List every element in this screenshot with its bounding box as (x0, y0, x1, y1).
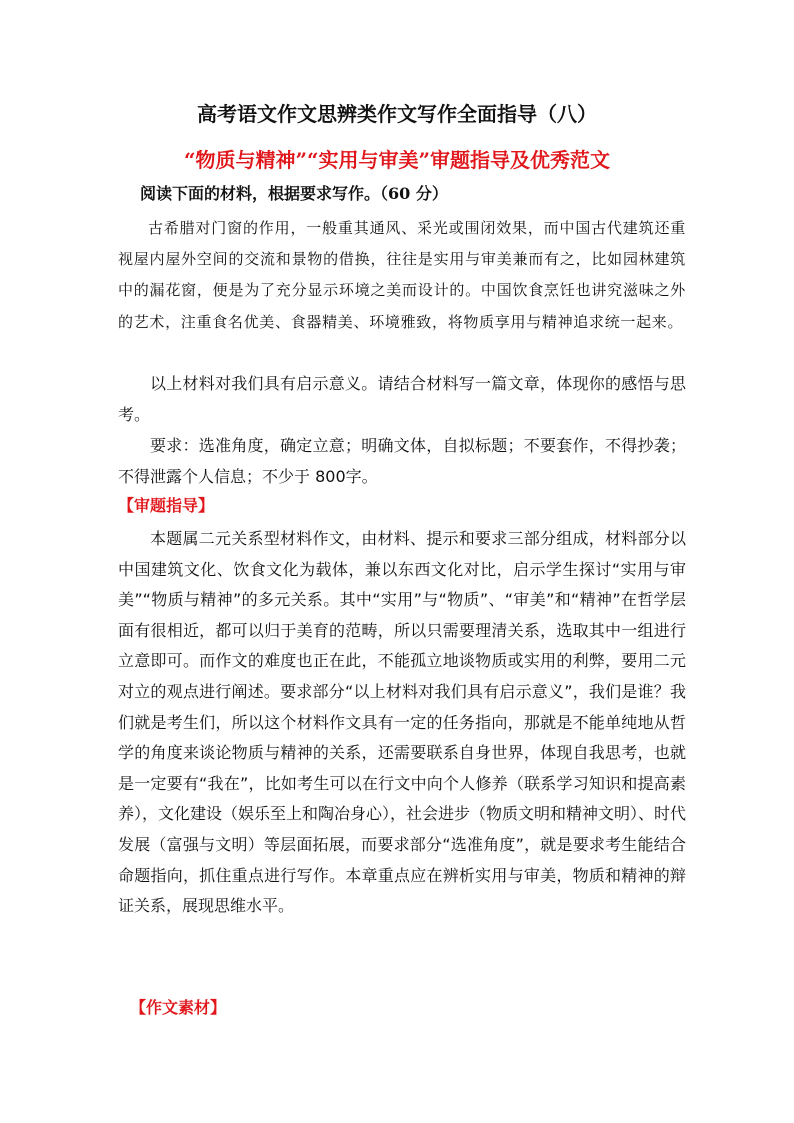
enlightenment-paragraph: 以上材料对我们具有启示意义。请结合材料写一篇文章，体现你的感悟与思考。 (118, 374, 686, 424)
writing-prompt: 阅读下面的材料，根据要求写作。（60 分） (140, 184, 448, 203)
document-title: 高考语文作文思辨类作文写作全面指导（八） (197, 102, 597, 126)
document-subtitle: “物质与精神”“实用与审美”审题指导及优秀范文 (183, 148, 610, 172)
material-section-label: 【作文素材】 (130, 998, 227, 1017)
guide-section-label: 【审题指导】 (118, 496, 215, 515)
reading-material: 古希腊对门窗的作用，一般重其通风、采光或围闭效果，而中国古代建筑还重视屋内屋外空间的交流和景物的借换，往往是实用与审美兼而有之，比如园林建筑中的漏花窗，便是为了充分显示环境之美而设计的。中国饮食烹饪也讲究滋味之外的艺术，注重食名优美、食器精美、环境雅致，将物质享用与精神追求统一起来。 (118, 219, 686, 331)
guide-paragraph: 本题属二元关系型材料作文，由材料、提示和要求三部分组成，材料部分以中国建筑文化、饮食文化为载体，兼以东西文化对比，启示学生探讨“实用与审美”“物质与精神”的多元关系。其中“实用”与“物质”、“审美”和“精神”在哲学层面有很相近，都可以归于美育的范畴，所以只需要理清关系，选取其中一组进行立意即可。而作文的难度也正在此，不能孤立地谈物质或实用的利弊，要用二元对立的观点进行阐述。要求部分“以上材料对我们具有启示意义”，我们是谁？我们就是考生们，所以这个材料作文具有一定的任务指向，那就是不能单纯地从哲学的角度来谈论物质与精神的关系，还需要联系自身世界，体现自我思考，也就是一定要有“我在”，比如考生可以在行文中向个人修养（联系学习知识和提高素养），文化建设（娱乐至上和陶冶身心），社会进步（物质文明和精神文明）、时代发展（富强与文明）等层面拓展，而要求部分“选准角度”，就是要求考生能结合命题指向，抓住重点进行写作。本章重点应在辨析实用与审美，物质和精神的辩证关系，展现思维水平。 (118, 529, 687, 916)
requirements-paragraph: 要求：选准角度，确定立意；明确文体，自拟标题；不要套作，不得抄袭；不得泄露个人信息；不少于 800字。 (118, 436, 686, 486)
